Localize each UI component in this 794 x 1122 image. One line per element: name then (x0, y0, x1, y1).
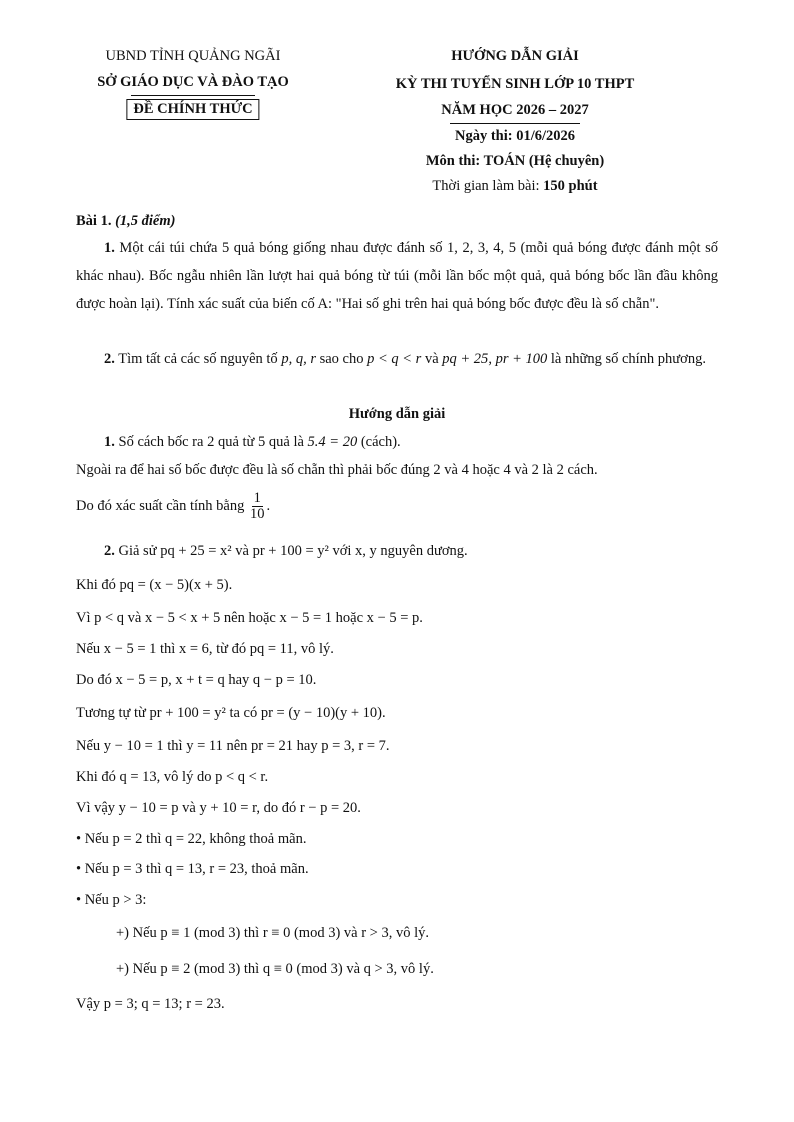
school-year: NĂM HỌC 2026 – 2027 (441, 102, 589, 118)
part-2-number: 2. (104, 351, 115, 367)
problem-part-2: 2. Tìm tất cả các số nguyên tố p, q, r sao cho p < q < r và pq + 25, pr + 100 là những số chính phương. (104, 351, 706, 367)
solution-1-line-1 (104, 434, 401, 451)
case-p-equals-3: • Nếu p = 3 thì q = 13, r = 23, thoả mãn. (76, 861, 309, 877)
header-left-underline (131, 95, 255, 96)
duration-value: 150 phút (543, 178, 598, 194)
exam-duration (432, 178, 597, 195)
solution-title: Hướng dẫn giải (348, 406, 446, 422)
part-2-text-a: Tìm tất cả các số nguyên tố (114, 351, 282, 367)
solution-1-line-2: Ngoài ra để hai số bốc được đều là số chẵn thì phải bốc đúng 2 và 4 hoặc 4 và 2 là 2 cách. (76, 462, 598, 478)
official-exam-badge: ĐỀ CHÍNH THỨC (126, 99, 259, 120)
fraction-numerator: 1 (253, 490, 261, 506)
problem-points: (1,5 điểm) (115, 213, 176, 229)
case-p-equals-2: • Nếu p = 2 thì q = 22, không thoả mãn. (76, 831, 307, 847)
solution-2-line-7: Nếu y − 10 = 1 thì y = 11 nên pr = 21 hay p = 3, r = 7. (76, 738, 390, 754)
solution-2-line-1 (104, 543, 468, 560)
duration-label: Thời gian làm bài: (432, 178, 544, 194)
case-p-greater-3: • Nếu p > 3: (76, 892, 147, 908)
solution-1-text-b: (cách). (357, 434, 401, 450)
part-2-text-c: và (421, 351, 443, 367)
solution-2-line-2: Khi đó pq = (x − 5)(x + 5). (76, 577, 233, 593)
solution-1-text-a: Số cách bốc ra 2 quả từ 5 quả là (114, 434, 308, 450)
part-2-text-b: sao cho (315, 351, 368, 367)
header-authority: UBND TỈNH QUẢNG NGÃI (105, 48, 281, 64)
part-1-text: Một cái túi chứa 5 quả bóng giống nhau được đánh số 1, 2, 3, 4, 5 (mỗi quả bóng được đánh một số khác nhau). Bốc ngẫu nhiên lần lượt hai quả bóng từ túi (mỗi lần bốc một quả, quả bóng bốc lần đầu không được hoàn lại). Tính xác suất của biến cố A: "Hai số ghi trên hai quả bóng bốc được đều là số chẵn". (76, 240, 718, 312)
solution-2-line-3: Vì p < q và x − 5 < x + 5 nên hoặc x − 5 = 1 hoặc x − 5 = p. (76, 610, 423, 626)
solution-2-text: Giả sử pq + 25 = x² và pr + 100 = y² với x, y nguyên dương. (118, 543, 468, 559)
part-2-expr-1: pq + 25 (442, 351, 489, 367)
part-2-expr-2: pr + 100 (495, 351, 548, 367)
subcase-mod-2: +) Nếu p ≡ 2 (mod 3) thì q ≡ 0 (mod 3) và q > 3, vô lý. (116, 961, 434, 977)
header-department: SỞ GIÁO DỤC VÀ ĐÀO TẠO (97, 74, 289, 90)
solution-1-math: 5.4 = 20 (307, 434, 358, 450)
part-2-inequality: p < q < r (367, 351, 422, 367)
part-1-number: 1. (104, 240, 115, 256)
solution-1-number: 1. (104, 434, 115, 450)
subcase-mod-1: +) Nếu p ≡ 1 (mod 3) thì r ≡ 0 (mod 3) và r > 3, vô lý. (116, 925, 429, 941)
header-right-underline (450, 123, 580, 124)
exam-name: KỲ THI TUYỂN SINH LỚP 10 THPT (395, 76, 635, 92)
part-2-text-d: là những số chính phương. (547, 351, 706, 367)
guide-title: HƯỚNG DẪN GIẢI (451, 48, 579, 64)
fraction-denominator: 10 (249, 506, 265, 523)
problem-part-1 (76, 234, 718, 318)
final-answer: Vậy p = 3; q = 13; r = 23. (76, 996, 225, 1012)
solution-1-line-3: Do đó xác suất cần tính bằng $\frac{1}{10}$ . (76, 490, 271, 523)
solution-2-line-5: Do đó x − 5 = p, x + t = q hay q − p = 10. (76, 672, 317, 688)
problem-title (76, 213, 175, 230)
solution-2-number: 2. (104, 543, 115, 559)
problem-number: Bài 1. (76, 213, 112, 229)
exam-subject: Môn thi: TOÁN (Hệ chuyên) (425, 153, 605, 169)
solution-2-line-9: Vì vậy y − 10 = p và y + 10 = r, do đó r − p = 20. (76, 800, 361, 816)
part-2-vars: p, q, r (281, 351, 316, 367)
solution-1-conclusion: Do đó xác suất cần tính bằng (76, 498, 248, 515)
exam-date: Ngày thi: 01/6/2026 (454, 128, 576, 144)
probability-fraction (250, 491, 265, 522)
solution-2-line-6: Tương tự từ pr + 100 = y² ta có pr = (y − 10)(y + 10). (76, 705, 386, 721)
solution-2-line-4: Nếu x − 5 = 1 thì x = 6, từ đó pq = 11, vô lý. (76, 641, 334, 657)
solution-2-line-8: Khi đó q = 13, vô lý do p < q < r. (76, 769, 269, 785)
